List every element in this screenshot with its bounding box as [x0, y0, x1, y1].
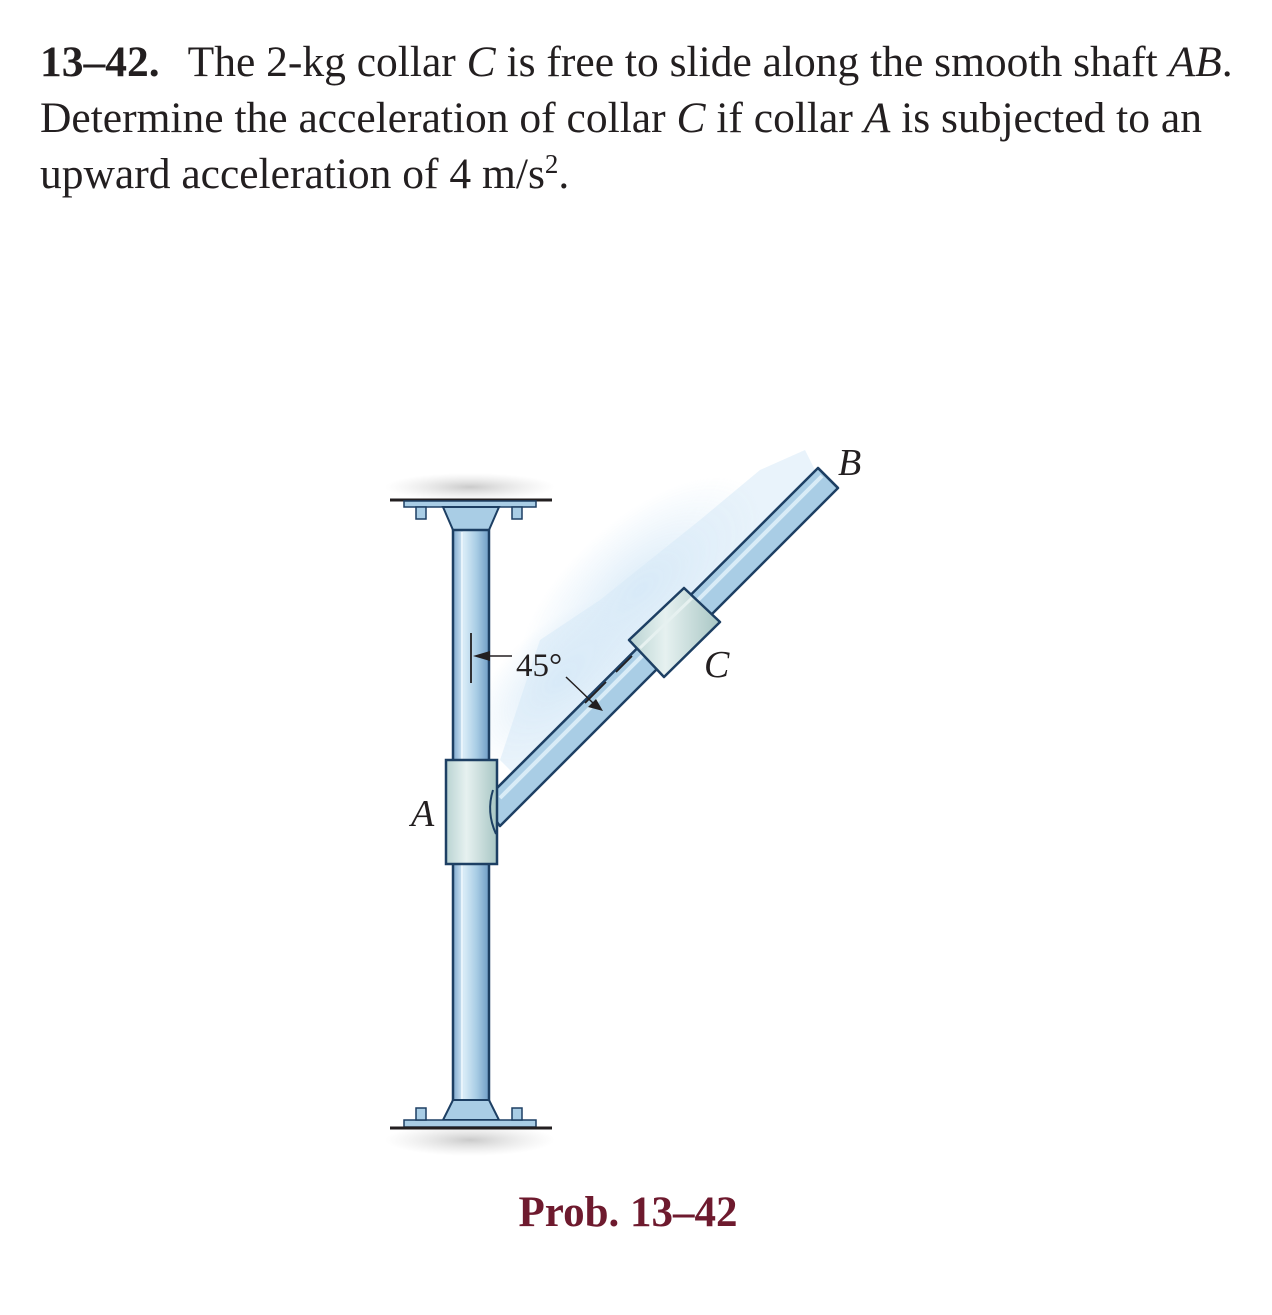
label-c: C: [704, 644, 730, 686]
problem-text-segment: is free to slide along the smooth shaft: [495, 38, 1169, 86]
problem-text-segment: The 2-kg collar: [187, 38, 467, 86]
problem-text-segment: is subjected to an upward acceleration of 4 m/s: [40, 94, 1202, 198]
sentence-end: .: [558, 150, 570, 198]
label-a: A: [411, 793, 435, 835]
bolt-icon: [512, 1108, 522, 1120]
bottom-support: [385, 1100, 555, 1156]
exponent: 2: [544, 149, 559, 179]
bolt-icon: [416, 1108, 426, 1120]
problem-text-segment: AB: [1168, 38, 1222, 86]
problem-text-segment: . Determine the acceleration of collar: [40, 38, 1233, 142]
problem-number: 13–42.: [40, 38, 160, 86]
angle-label: 45°: [516, 648, 563, 684]
figure-caption: Prob. 13–42: [518, 1189, 738, 1236]
problem-text-segment: A: [863, 94, 891, 142]
bolt-icon: [512, 507, 522, 519]
top-support: [385, 473, 555, 530]
problem-text-segment: C: [466, 38, 496, 86]
collar-a: [446, 760, 497, 864]
bolt-icon: [416, 507, 426, 519]
label-b: B: [838, 442, 862, 484]
problem-text-segment: C: [676, 94, 706, 142]
problem-text-segment: if collar: [705, 94, 864, 142]
